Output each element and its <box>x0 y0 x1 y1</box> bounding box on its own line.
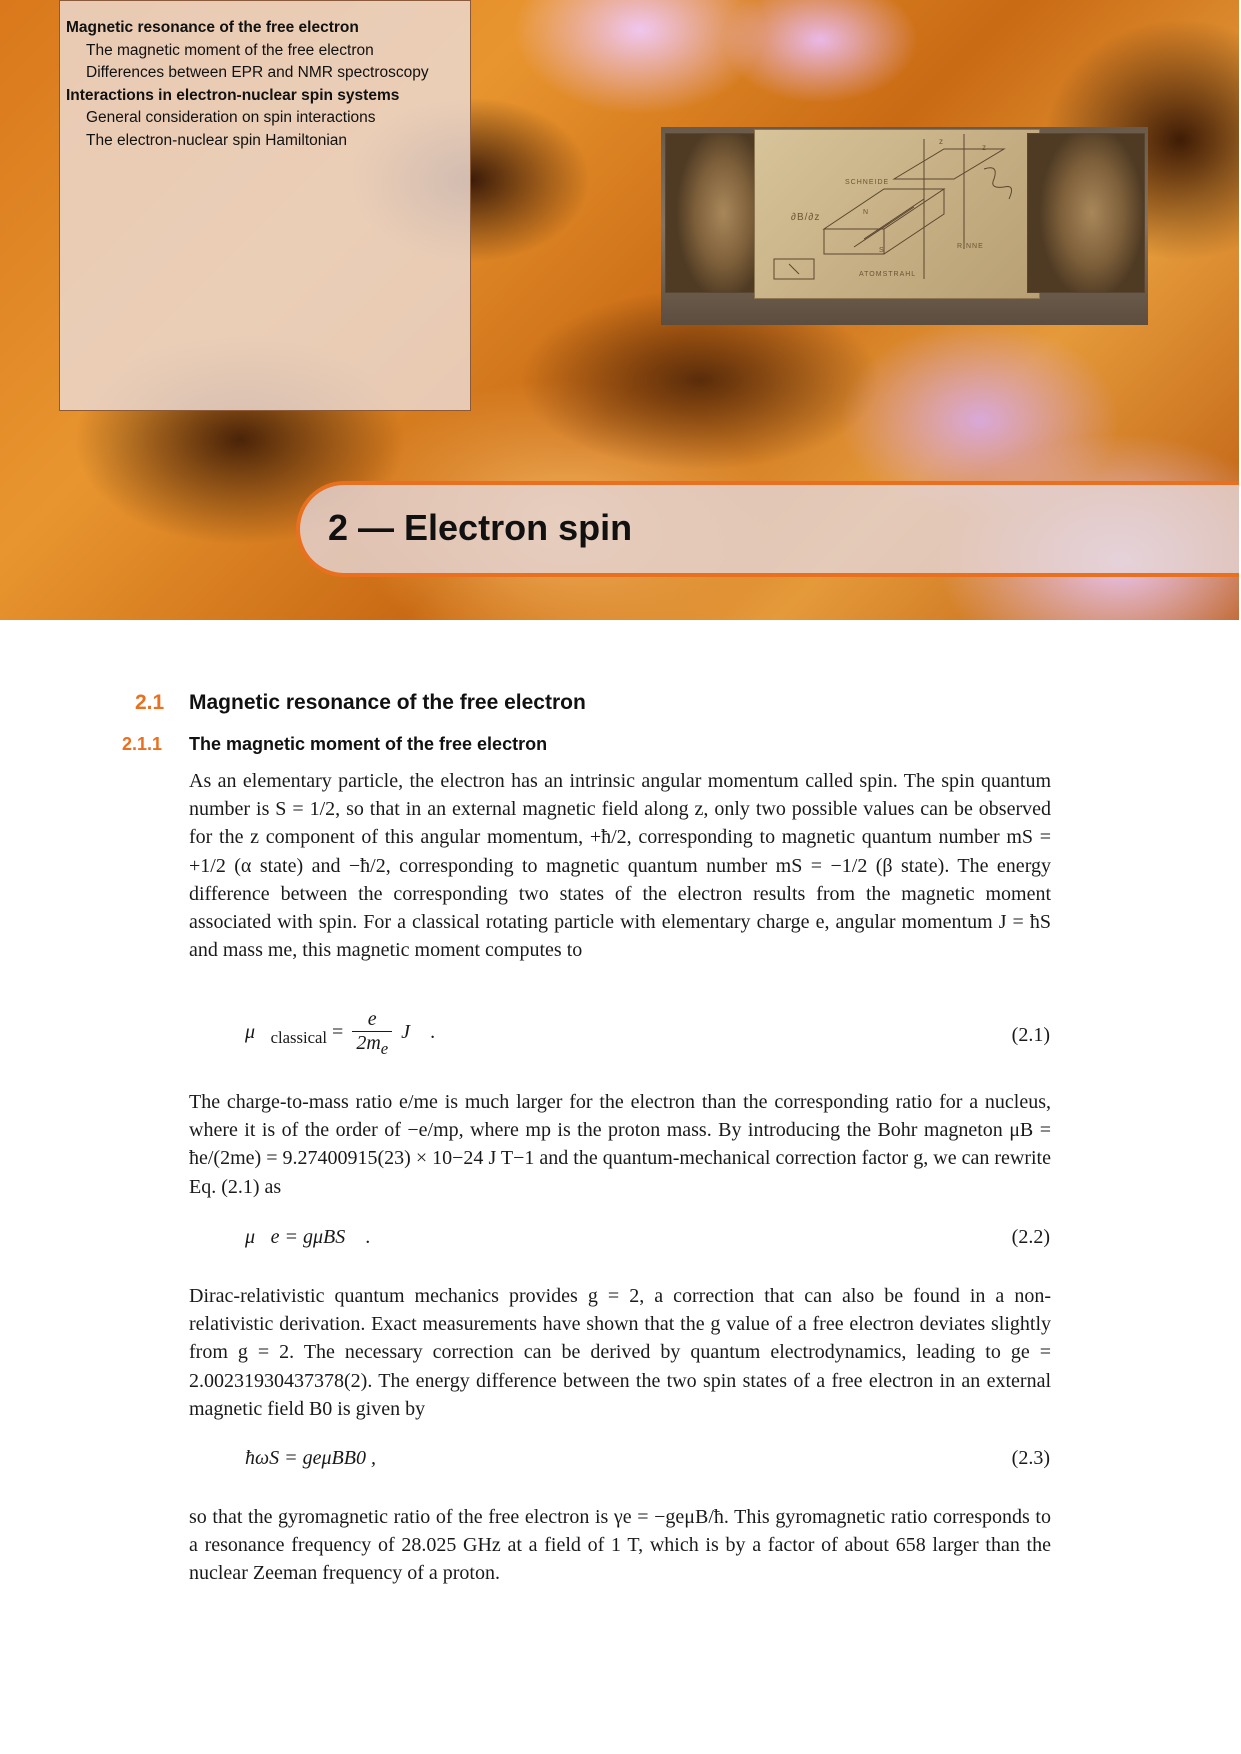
equation-2-2: μ⃗e = gμBS⃗ . <box>245 1226 371 1248</box>
plaque-label-z2: z <box>982 143 987 152</box>
stern-gerlach-plaque-photo <box>661 127 1148 325</box>
toc-section-entry[interactable]: Magnetic resonance of the free electron <box>66 19 359 36</box>
equation-number-2-1: (2.1) <box>1011 1024 1050 1046</box>
eq1-denominator: 2m <box>356 1032 381 1054</box>
plaque-label-atomstrahl: ATOMSTRAHL <box>859 271 917 278</box>
relief-portrait-right <box>1027 133 1145 293</box>
chapter-toc <box>59 0 471 411</box>
eq1-numerator: e <box>352 1008 392 1032</box>
equation-number-2-2: (2.2) <box>1011 1226 1050 1248</box>
paragraph-3: Dirac-relativistic quantum mechanics provides g = 2, a correction that can also be found in a non-relativistic derivation. Exact measurements have shown that the g value of a free electron deviates slightly from g = 2. The necessary correction can be derived by quantum electrodynamics, leading to ge = 2.00231930437378(2). The energy difference between the two spin states of a free electron in an external magnetic field B0 is given by <box>189 1285 1051 1420</box>
toc-section-entry[interactable]: Interactions in electron-nuclear spin systems <box>66 86 400 104</box>
section-title: Magnetic resonance of the free electron <box>189 691 586 714</box>
eq1-rhs: J⃗ . <box>401 1021 436 1044</box>
eq1-lhs: μ⃗ <box>245 1021 271 1044</box>
chapter-banner-image <box>0 0 1239 620</box>
plaque-label-rinne: RINNE <box>957 243 984 250</box>
toc-subsection-entry[interactable]: The electron-nuclear spin Hamiltonian <box>86 131 348 149</box>
toc-subsection-entry[interactable]: Differences between EPR and NMR spectroscopy <box>86 64 429 81</box>
equation-number-2-3: (2.3) <box>1011 1447 1050 1469</box>
plaque-label-schneide: SCHNEIDE <box>845 179 890 186</box>
paragraph-1: As an elementary particle, the electron has an intrinsic angular momentum called spin. The spin quantum number is S = 1/2, so that in an external magnetic field along z, only two possible values can be observed for the z component of this angular momentum, +ħ/2, corresponding to magnetic quantum number mS = +1/2 (α state) and −ħ/2, corresponding to magnetic quantum number mS = −1/2 (β state). The energy difference between the corresponding two states of the electron results from the magnetic moment associated with spin. For a classical rotating particle with elementary charge e, angular momentum J = ħS and mass me, this magnetic moment computes to <box>189 770 1051 962</box>
equation-2-3: ħωS = geμBB0 , <box>245 1447 376 1469</box>
paragraph-4: so that the gyromagnetic ratio of the free electron is γe = −geμB/ħ. This gyromagnetic ratio corresponds to a resonance frequency of 28.025 GHz at a field of 1 T, which is by a factor of about 658 larger than the nuclear Zeeman frequency of a proton. <box>189 1506 1051 1585</box>
subsection-title: The magnetic moment of the free electron <box>189 734 548 754</box>
paragraph-2: The charge-to-mass ratio e/me is much larger for the electron than the corresponding ratio for a nucleus, where it is of the order of −e/mp, where mp is the proton mass. By introducing the Bohr magneton μB = ħe/(2me) = 9.27400915(23) × 10−24 J T−1 and the quantum-mechanical correction factor g, we can rewrite Eq. (2.1) as <box>189 1091 1051 1198</box>
chapter-title: 2 — Electron spin <box>328 507 633 548</box>
toc-subsection-entry[interactable]: General consideration on spin interactions <box>86 109 376 126</box>
section-number: 2.1 <box>135 691 165 714</box>
eq1-fraction <box>352 1008 392 1059</box>
plaque-label-z1: z <box>939 137 944 146</box>
toc-subsection-entry[interactable]: The magnetic moment of the free electron <box>86 41 374 59</box>
subsection-number: 2.1.1 <box>122 734 163 754</box>
plaque-label-s: S <box>879 247 885 254</box>
plaque-label-gradient: ∂B/∂z <box>791 212 821 223</box>
plaque-label-n: N <box>863 209 870 216</box>
eq1-lhs-sub: classical <box>270 1028 328 1048</box>
eq1-den-sub: e <box>380 1039 389 1058</box>
equation-2-1: $\mu⃗_{classical}$ = $\frac{e}{2m_e}$ J⃗ . <box>245 1008 436 1058</box>
